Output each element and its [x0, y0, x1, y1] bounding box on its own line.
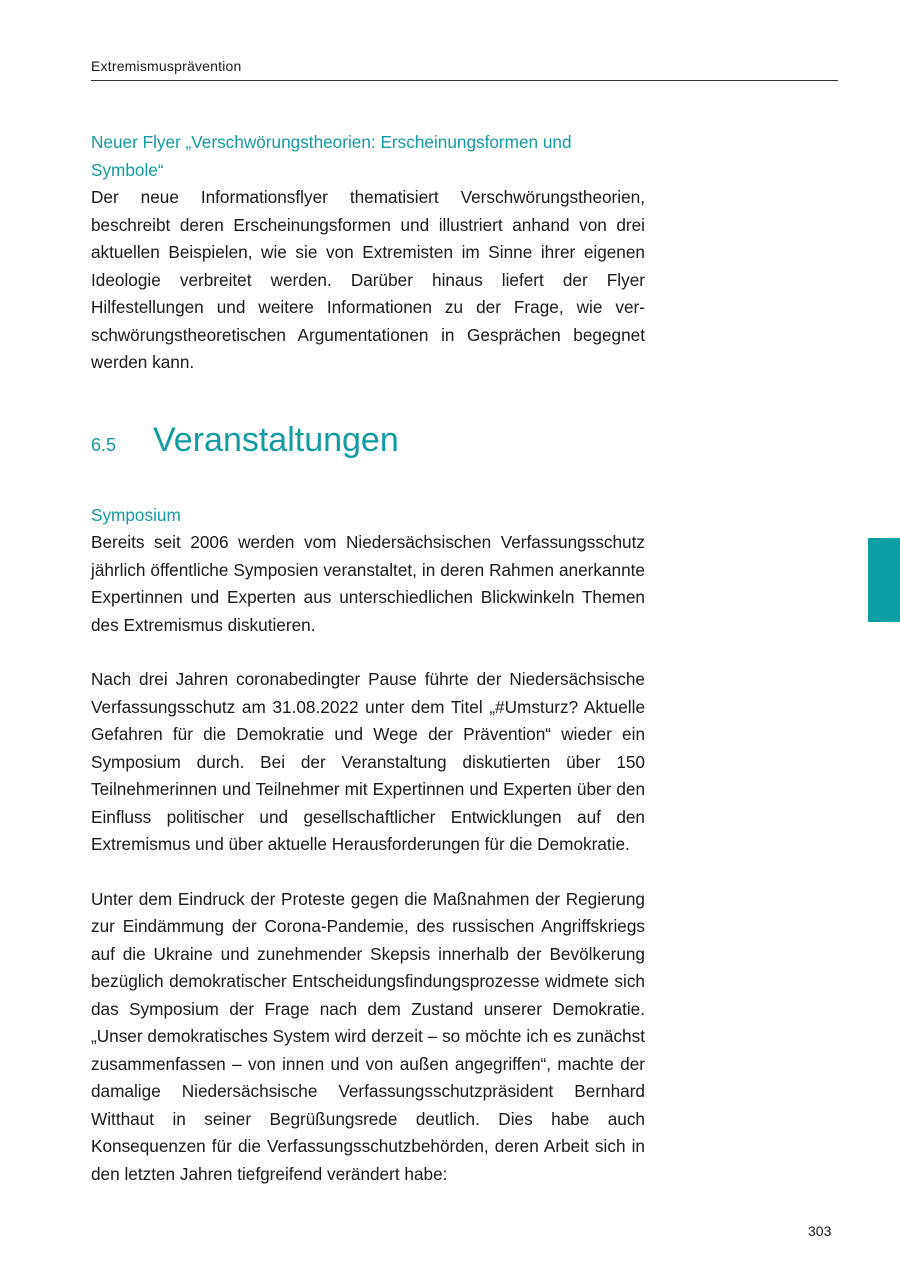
symposium-paragraph-3: Unter dem Eindruck der Proteste gegen die Maßnahmen der Regierung zur Eindämmung der Corona-Pandemie, des russischen Angriffskriegs auf die Ukraine und zunehmender Skepsis innerhalb der Bevölkerung bezüglich demokratischer Entscheidungsfindungsprozesse widmete sich das Symposium der Frage nach dem Zustand unserer Demokratie. „Unser demokratisches System wird derzeit – so möchte ich es zunächst zusammenfassen – von innen und von außen angegriffen“, machte der damalige Niedersächsische Verfassungsschutzpräsident Bernhard Witthaut in seiner Begrüßungsrede deutlich. Dies habe auch Konsequenzen für die Verfassungsschutzbehörden, deren Arbeit sich in den letzten Jahren tiefgreifend verändert habe: — [91, 888, 645, 1184]
header-rule — [91, 80, 838, 81]
chapter-tab-marker — [868, 538, 900, 622]
flyer-paragraph: Der neue Informationsflyer thematisiert Verschwörungstheorien, beschreibt deren Erscheinungsformen und illustriert anhand von drei aktuellen Beispielen, wie sie von Extremisten im Sinne ihrer eigenen Ideologie verbreitet werden. Darüber hinaus liefert der Flyer Hilfestellungen und weitere Informationen zu der Frage, wie verschwörungstheoretischen Argumentationen in Gesprächen begegnet werden kann. — [91, 187, 645, 372]
running-header: Extremismusprävention — [91, 58, 242, 74]
symposium-heading: Symposium — [91, 504, 181, 525]
flyer-heading: Neuer Flyer „Verschwörungstheorien: Erscheinungsformen und Symbole“ — [91, 132, 572, 180]
symposium-paragraph-1: Bereits seit 2006 werden vom Niedersächsischen Verfassungsschutz jährlich öffentliche Symposien veranstaltet, in deren Rahmen anerkannte Expertinnen und Experten aus unterschiedlichen Blickwinkeln Themen des Extremismus diskutieren. — [91, 532, 645, 635]
page-content — [91, 129, 645, 1188]
symposium-paragraph-2: Nach drei Jahren coronabedingter Pause führte der Niedersächsische Verfassungsschutz am 31.08.2022 unter dem Titel „#Umsturz? Aktuelle Gefahren für die Demokratie und Wege der Prävention“ wieder ein Symposium durch. Bei der Veranstaltung diskutierten über 150 Teilnehmerinnen und Teilnehmer mit Expertinnen und Experten über den Einfluss politischer und gesellschaftlicher Entwicklungen auf den Extremismus und über aktuelle Herausforderungen für die Demokratie. — [91, 669, 645, 854]
section-title: Veranstaltungen — [153, 420, 399, 459]
page-number: 303 — [808, 1223, 832, 1239]
section-number: 6.5 — [91, 434, 117, 455]
section-heading — [91, 421, 645, 477]
